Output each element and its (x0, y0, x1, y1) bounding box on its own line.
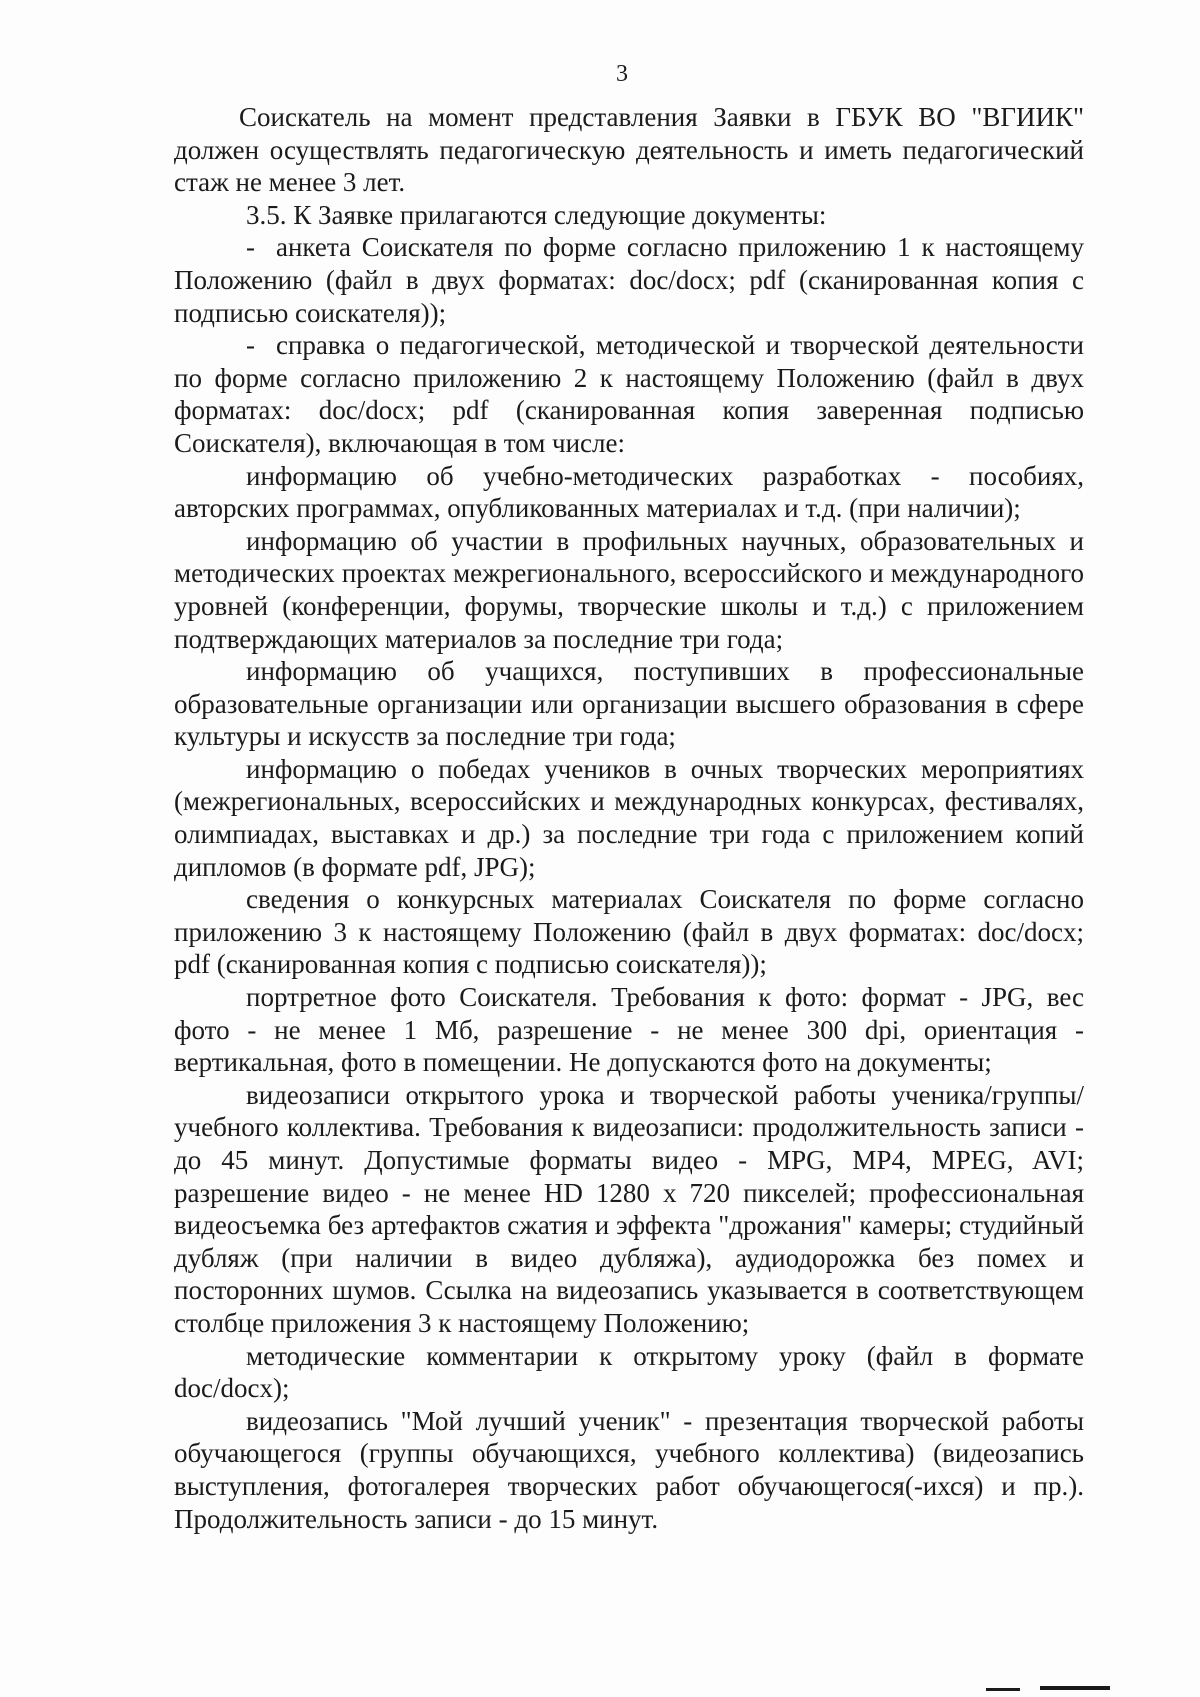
paragraph-methodical-developments: информацию об учебно-методических разработках - пособиях, авторских программах, опубликованных материалах и т.д. (при наличии); (174, 460, 1084, 524)
paragraph-methodical-comments: методические комментарии к открытому уроку (файл в формате doc/docx); (174, 1340, 1084, 1404)
document-body (174, 101, 1084, 1535)
list-item-questionnaire: - анкета Соискателя по форме согласно приложению 1 к настоящему Положению (файл в двух форматах: doc/docx; pdf (сканированная копия с подписью соискателя)); (174, 232, 1084, 328)
paragraph-best-student-video: видеозапись "Мой лучший ученик" - презентация творческой работы обучающегося (группы обучающихся, учебного коллектива) (видеозапись выступления, фотогалерея творческих работ обучающегося(-ихся) и пр.). Продолжительность записи - до 15 минут. (174, 1405, 1084, 1534)
paragraph-portrait-photo: портретное фото Соискателя. Требования к фото: формат - JPG, вес фото - не менее 1 Мб, разрешение - не менее 300 dpi, ориентация - вертикальная, фото в помещении. Не допускаются фото на документы; (174, 982, 1084, 1078)
dash-bullet: - (246, 330, 255, 361)
paragraph-students-admitted: информацию об учащихся, поступивших в профессиональные образовательные организации или организации высшего образования в сфере культуры и искусств за последние три года; (174, 656, 1084, 752)
paragraph-video-requirements: видеозаписи открытого урока и творческой работы ученика/группы/учебного коллектива. Требования к видеозаписи: продолжительность записи - до 45 минут. Допустимые форматы видео - MPG, MP4, MPEG, AVI; разрешение видео - не менее HD 1280 x 720 пикселей; профессиональная видеосъемка без артефактов сжатия и эффекта "дрожания" камеры; студийный дубляж (при наличии в видео дубляжа), аудиодорожка без помех и посторонних шумов. Ссылка на видеозапись указывается в соответствующем столбце приложения 3 к настоящему Положению; (174, 1079, 1084, 1338)
page-number: 3 (616, 61, 628, 87)
paragraph-section-3-5: 3.5. К Заявке прилагаются следующие документы: (246, 199, 827, 230)
dash-bullet: - (246, 232, 255, 263)
list-item-activity-certificate: - справка о педагогической, методической и творческой деятельности по форме согласно приложению 2 к настоящему Положению (файл в двух форматах: doc/docx; pdf (сканированная копия заверенная подписью Соискателя), включающая в том числе: (174, 330, 1084, 458)
paragraph-project-participation: информацию об участии в профильных научных, образовательных и методических проектах межрегионального, всероссийского и международного уровней (конференции, форумы, творческие школы и т.д.) с приложением подтверждающих материалов за последние три года; (174, 525, 1084, 654)
paragraph-applicant-requirement: Соискатель на момент представления Заявки в ГБУК ВО "ВГИИК" должен осуществлять педагогическую деятельность и иметь педагогический стаж не менее 3 лет. (174, 102, 1084, 198)
paragraph-student-victories: информацию о победах учеников в очных творческих мероприятиях (межрегиональных, всероссийских и международных конкурсах, фестивалях, олимпиадах, выставках и др.) за последние три года с приложением копий дипломов (в формате pdf, JPG); (174, 753, 1084, 882)
scan-artifact (986, 1688, 1020, 1691)
paragraph-competition-materials: сведения о конкурсных материалах Соискателя по форме согласно приложению 3 к настоящему Положению (файл в двух форматах: doc/docx; pdf (сканированная копия с подписью соискателя)); (174, 884, 1084, 980)
scan-artifact (1040, 1686, 1110, 1690)
